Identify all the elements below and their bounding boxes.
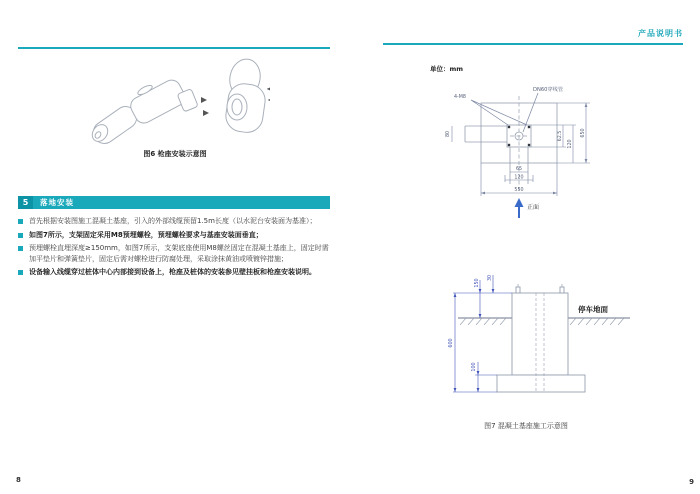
- bullet-square-icon: [18, 219, 23, 224]
- dim-footing: 100: [472, 362, 477, 372]
- conduit-leader-line: [523, 93, 538, 132]
- dim-offset: 62.5: [558, 130, 563, 142]
- front-label: 正面: [527, 204, 540, 211]
- pier-outline: [512, 293, 568, 375]
- arrowhead: [481, 192, 485, 195]
- list-item: [18, 230, 330, 241]
- anchor-bolt: [516, 287, 520, 293]
- arrowhead: [553, 192, 557, 195]
- page-number-right: 9: [689, 478, 694, 486]
- insert-arrow-bottom: [203, 110, 209, 116]
- dim-groove: 80: [446, 130, 451, 138]
- insert-arrow-top: [201, 97, 207, 103]
- arrowhead: [492, 289, 495, 293]
- bolt-hole: [528, 126, 530, 128]
- arrowhead: [585, 103, 588, 107]
- parking-ground-label: 停车地面: [578, 305, 608, 314]
- gun-body: [128, 77, 188, 126]
- base-plan-drawing: [430, 80, 620, 222]
- dim-bolt-protrusion: 30: [488, 274, 493, 282]
- arrowhead: [454, 388, 457, 392]
- arrowhead: [585, 159, 588, 163]
- installation-steps: [18, 216, 330, 281]
- bolt-hole: [508, 126, 510, 128]
- dim-above-ground: 150: [475, 278, 480, 288]
- arrowhead: [479, 314, 482, 318]
- dim-width: 550: [514, 188, 524, 193]
- step-text: 设备输入线缆穿过桩体中心内部接到设备上，枪座及桩体的安装参见壁挂板和枪座安装说明。: [29, 268, 316, 276]
- left-page-top-rule: [18, 47, 330, 49]
- front-arrow-icon: [515, 198, 524, 218]
- list-item: [18, 267, 330, 278]
- arrowhead: [477, 388, 480, 392]
- anchor-bolt: [560, 287, 564, 293]
- pin-arrowhead-bottom: [268, 98, 270, 102]
- figure6-caption: 图6 枪座安装示意图: [143, 150, 207, 158]
- bullet-square-icon: [18, 270, 23, 275]
- holder-socket-inner: [232, 99, 242, 115]
- left-groove: [465, 126, 507, 142]
- arrowhead: [477, 371, 480, 375]
- bolts-label: 4-M8: [454, 95, 466, 100]
- bullet-square-icon: [18, 233, 23, 238]
- arrowhead: [479, 289, 482, 293]
- page-number-left: 8: [16, 476, 21, 484]
- dim-slot: 65: [515, 167, 523, 172]
- step-text: 首先根据安装图施工混凝土基座，引入的外部线缆预留1.5m长度（以水泥台安装面为基准）；: [29, 217, 317, 225]
- conduit-label: DN60穿线管: [533, 87, 564, 93]
- bolt-hole: [528, 144, 530, 146]
- section-number: 5: [18, 196, 33, 209]
- pin-arrowhead-top: [267, 87, 270, 91]
- doc-title: 产品说明书: [638, 29, 683, 38]
- bolt-hole: [508, 144, 510, 146]
- bullet-square-icon: [18, 246, 23, 251]
- footing-outline: [497, 375, 585, 392]
- step-text: 预埋螺栓直埋深度≥150mm，如图7所示，支架底座使用M8螺丝固定在混凝土基座上，固定时需加平垫片和弹簧垫片，固定后需对螺栓进行防腐处理，采取涂抹黄油或喷镀锌措施；: [29, 244, 329, 263]
- anchor-bolt-stud: [518, 284, 562, 287]
- charging-gun-figure: [85, 56, 270, 148]
- arrowhead: [454, 293, 457, 297]
- step-text: 如图7所示，支架固定采用M8预埋螺栓，预埋螺栓要求与基座安装面垂直；: [29, 230, 263, 239]
- section-5-header: [18, 196, 330, 209]
- right-page-top-rule: [383, 43, 683, 45]
- dim-depth: 600: [449, 338, 454, 348]
- dim-bolt-v: 120: [568, 139, 573, 149]
- bolts-leader-line: [471, 100, 527, 125]
- figure7-caption: 图7 混凝土基座施工示意图: [484, 422, 568, 430]
- dim-slot-w: 120: [514, 175, 524, 181]
- base-section-drawing: [440, 270, 640, 402]
- dim-height: 650: [581, 128, 586, 138]
- list-item: [18, 216, 330, 227]
- list-item: [18, 243, 330, 264]
- section-title: 落地安装: [33, 196, 330, 209]
- unit-label: 单位：mm: [430, 65, 464, 73]
